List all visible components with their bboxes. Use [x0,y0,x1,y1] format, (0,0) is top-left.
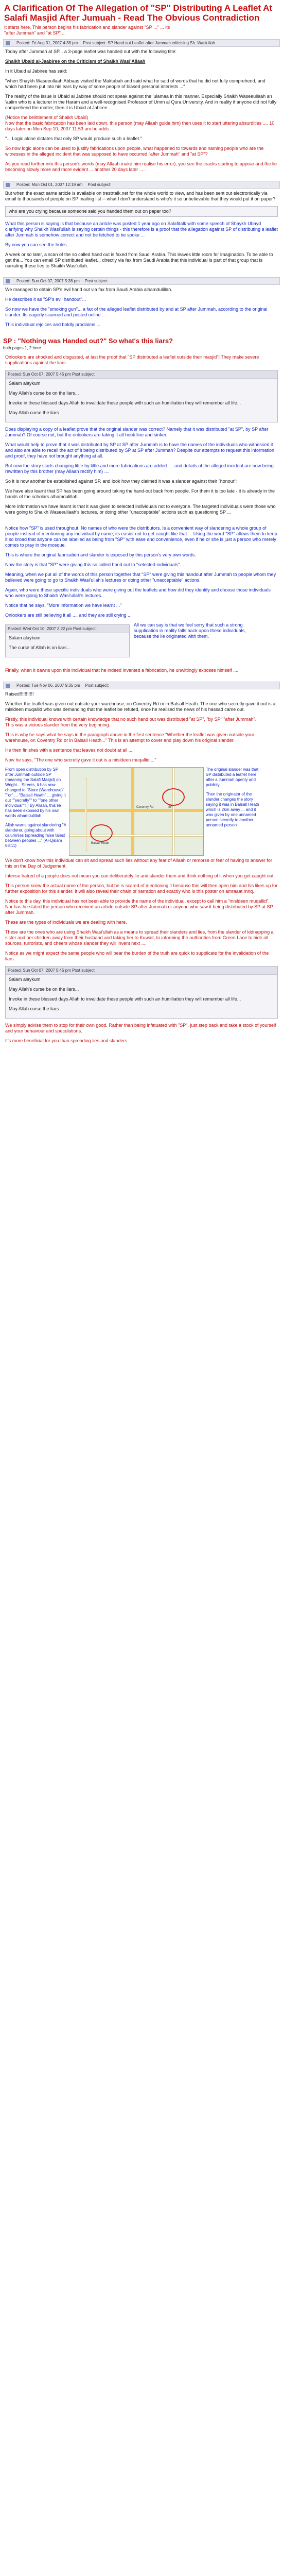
post-date: Posted: Sun Oct 07, 2007 5:38 pm [16,279,80,283]
quote-body [6,633,129,657]
annotation-blue: Does displaying a copy of a leaflet prove that the original slander was correct? Namely that it was distributed "at SP", by SP after Jummah? Of course not, but the onlookers are taking it all hook line and sinker. [5,427,269,437]
map-note: From open distribution by SP after Jummah outside SP (meaning the Salafi Masjid) on Wright... Streets, it has now changed to "Store (Warehouse)" ""or" ... "Balsall Heath" ... giving it out ""secretly"" to ""one other individual""!!! By Allaah, this lie has been exposed by his own words alhamdulillah. [5,767,66,818]
post-text: "when Shaykh Waseeullaah Abbaas visited the Maktabah and said what he said of words that he did not fully comprehend, and which had been put into his ears by way of some people of biased personal interests ..." [5,78,266,89]
annotation-red: Now he says, "The one who secretly gave it out is a misldeen muqallid...." [5,757,156,762]
quote-line: The curse of Allah is on liars... [9,645,71,650]
annotation-blue: Meaning, when we put all of the words of this person together that "SP" were giving this handout after Jummah to people whom they believed were going to go to Shaikh Wasi'ullah's lectures or doing other "unacceptable" actions. [5,572,276,583]
post-text: More information we have learnt is that it was given to selected individuals not to everyone. The targeted individuals were those who were going to Shaikh Waseeullaah's lectures, or doing other "unacceptable" actions such as questioning SP ... [5,504,276,515]
leaflet-title-link[interactable]: Shaikh Ubaid al-Jaabiree on the Criticism of Shaikh Wasi'Allaah [5,59,146,64]
post-body [3,523,280,664]
map-left-notes [5,767,67,856]
annotation-blue: By now you can see the holes ... [5,242,72,247]
annotation-red: These are the types of individuals we are dealing with here. [5,920,127,925]
quote-header: Posted: Sun Oct 07, 2007 5:45 pm Post subject: [6,370,277,379]
section-heading-block [3,337,280,350]
quote-box [5,624,130,657]
quote-greeting: Salam alaykum [9,381,41,386]
quote-line: May Allah's curse be on the liars... [9,391,79,396]
annotation-red: As you read further into this person's words (may Allaah make him realise his error), you see the cracks starting to appear and the lie becoming slowly more and more evident ... another 20 days later ..... [5,161,277,172]
annotation-blue: This individual rejoices and boldly proclaims ... [5,322,101,327]
post-body [3,689,280,1050]
post-subject: Post subject: [84,279,109,283]
annotation-blue: So now we have the "smoking gun"... a fax of the alleged leaflet distributed by and at SP after Jummah, according to the original slander. Its eagerly scanned and posted online ... [5,307,268,317]
quote-line: May Allah curse the liars [9,1006,59,1011]
annotation-red: So now logic alone can be used to justify fabrications upon people, what happened to towards and naming people who are the witnesses in the alleged incident that was supposed to have occurred "after Jummah" and "at SP"? [5,146,264,157]
annotation-red: We don't know how this individual can sit and spread such lies without any fear of Allaah or remorse or fear of having to answer for this on the Day of Judgement. [5,858,272,869]
post-header [3,39,280,47]
annotation-blue: But now the story starts changing little by little and more fabrications are added .... and details of the alleged incident are now being rewritten by this brother (may Allaah rectify him) .... [5,463,274,474]
quote-box [5,370,278,422]
post-body [3,352,280,521]
post-text: The reality of the issue is Ubaid al Jabiree should not speak against the 'ulamaa in this manner. Especially Shaikh Waseeullaah an 'aalim who is a lecturer in the Haram and a well-recognised Professor of Umm al Qura University. And in reality if anyone did not fully comprehend the matter, then it is Ubaid al Jabiree... [5,94,277,110]
post-text: "... Logic alone dictates that only SP would produce such a leaflet." [5,136,142,141]
annotation-red: Finally, when it dawns upon this individual that he indeed invented a fabrication, he unwittingly exposes himself .... [5,668,239,673]
annotation-red: He then finishes with a sentence that leaves not doubt at all .... [5,748,134,753]
post-header [3,181,280,189]
annotation-blue: What this person is saying is that because an article was posted 1 year ago on Salafitalk with some speech of Shaykh Ubayd clarifying why Shaikh Wasi'ullah is saying certain things - this therefore is a proof that the allegation against SP of distributing a leaflet after Jummah is somehow correct and not be fetched to be spoke ... [5,221,278,238]
annotation-red: Notice as we might expect the same people who will bear the burden of the truth are quick to supplicate for the invalidation of the liars. [5,951,269,961]
forum-post [3,181,280,275]
quote-header: Posted: Sun Oct 07, 2007 5:45 pm Post subject: [6,967,277,975]
post-body [3,285,280,334]
annotation-blue: Onlookers are still believing it all .... and they are still crying ... [5,613,132,618]
quote-line: Invoke in these blessed days Allah to invalidate these people with such an humiliation they will remember all life... [9,996,241,1002]
forum-post [3,277,280,334]
annotation-blue: This is where the original fabrication and slander is exposed by this person's very own words. [5,552,196,557]
annotation-blue: Notice how "SP" is used throughout. No names of who were the distributors. Is a convenient way of slandering a whole group of people instead of mentioning any individual by name; its easier not to get caught like that ... Using the word "SP" allows them to keep it so broad that anyone can be labelled as being from "SP" with ease and convenience, even if he or she is just a person who merely comes to pray in the mosque. [5,526,277,548]
post-text: In it Ubaid al Jabiree has said: [5,69,67,74]
side-annotation: All we can say is that we feel sorry that such a strong supplication in reality falls back upon these individuals, because the lie originated with them. [134,622,246,639]
annotation-red: (Notice the belittlement of Shaikh Ubaid) Now that the basic fabrication has been laid down, this person (may Allaah guide him) then uses it to start uttering absurdities .... 10 days later on Mon Sep 10, 2007 11:53 am he adds ... [5,115,275,131]
post-header [3,682,280,689]
post-body [3,666,280,680]
map-road [85,778,87,851]
post-icon [6,183,10,187]
annotation-red: Onlookers are shocked and disgusted, at last the proof that "SP distributed a leaflet outside their masjid"! They make severe supplications against the liars. [5,354,259,365]
quote-greeting: Salam alaykum [9,635,41,640]
post-text: A week or so later, a scan of the so called hand out is faxed from Saudi Arabia. This leaves little room for imagination. To be able to get the... You can email SP distributed leaflet... directly via fax from Saudi Arabia that this individual is part of that group that is narrating these lies to Shaikh Wasi'ullah. [5,252,273,268]
quote-greeting: Salam alaykum [9,977,41,982]
annotation-red: Firstly, this individual knows with certain knowledge that no such hand out was distributed "at SP", "by SP" "after Jummah". This was a vicious slander from the very beginning. [5,717,257,727]
quote-body [6,975,277,1018]
post-text: Today after Jummah at SP... a 3-page leaflet was handed out with the following title: [5,49,177,54]
section-heading: SP : "Nothing was Handed out?" So what's this liars? [3,337,173,345]
map-section [5,767,278,856]
quote-line: May Allah's curse be on the liars... [9,987,79,992]
commentary-block [3,666,280,680]
quote-header: Posted: Wed Oct 10, 2007 2:22 pm Post subject: [6,625,129,633]
commentary-block [3,523,280,664]
map-label: SP [168,806,173,809]
post-icon [6,684,10,688]
post-subject: Post subject: [87,182,112,187]
map-marker-circle [90,824,113,842]
quote-text: who are you crying because someone said you handed them out on paper too? [9,209,171,214]
post-text: But when the exact same article is available on trestrtalk.net for the whole world to view, and has been sent out electronically via email to thousands of people on SP mailing list -- what I don't understand is who's it so unbelievable that they would put it on paper? [5,191,276,201]
map-note: Allah warns against slandering "A slanderer, going about with calumnies (spreading false tales) between peoples ..." (Al-Qalam 68:11) [5,823,66,848]
title-block [0,0,283,38]
annotation-blue: Again, who were these specific individuals who were giving out the leaflets and how did they identify and choose those individuals who were going to Shaikh Wasi'ullah's lectures. [5,587,271,598]
post-date: Posted: Tue Nov 06, 2007 9:35 pm [16,683,80,688]
annotation-blue: He describes it as "SP's evil handout"... [5,297,86,302]
map-note: Then the originator of the slander changes the story saying it was in Balsall Heath which is 2km away ... and it was given by one unnamed person secretly to another unnamed person [206,792,259,827]
annotation-red: It's more beneficial for you than spreading lies and slanders. [5,1038,129,1043]
quote-box [5,206,278,217]
section-subheading[interactable]: both pages 1, 2 here [3,346,41,350]
annotation-red: This is why he says what he says in the paragraph above in the first sentence "Whether the leaflet was given outside your warehouse, on Coventry Rd or in Balsall Heath..." This is an attempt to cover and play down his original slander. [5,732,254,743]
commentary-block [3,352,280,521]
annotation-red: Intense hatred of a people does not mean you can deliberately lie and slander them and think nothing of it when you get caught out. [5,873,275,878]
post-body [3,47,280,179]
map-right-notes [206,767,262,856]
post-body [3,189,280,275]
map-road [69,835,204,837]
map-road [131,768,134,855]
small-quote-row [5,622,278,662]
quote-line: May Allah curse the liars [9,410,59,415]
map-label: Balsall Heath [91,842,110,845]
post-text: We have also learnt that SP has been going around taking the hand-out back from people. For them it is too late - it is already in the hands of the scholars alhamdulillah. [5,488,275,499]
post-text: We managed to obtain SP's evil hand out via fax from Saudi Arabia alhamdulillah. [5,287,172,292]
post-date: Posted: Mon Oct 01, 2007 12:19 am [16,182,83,187]
page-title: A Clarification Of The Allegation of "SP" Distributing A Leaflet At Salafi Masjid After Jumuah - Read The Obvious Contradiction [4,3,273,23]
forum-post [3,39,280,179]
post-subject: Post subject: SP Hand out Leaflet after Jummah criticising Sh. Wasiullah [83,41,215,45]
annotation-blue: Notice that he says, "More information we have learnt ..." [5,603,122,608]
post-icon [6,41,10,45]
map-road [172,768,174,856]
quote-body [6,379,277,422]
quote-box [5,966,278,1019]
map-label: Coventry Rd [136,806,154,809]
map-marker-circle [162,788,185,806]
post-icon [6,279,10,283]
annotation-blue: What would help to prove that it was distributed by SP at SP after Jummah is to have the names of the individuals who witnessed it and also are able to recall the act of it being distributed by SP at SP after Jummah? Despite our attempts to request this information and proof, they have not brought anything at all. [5,442,274,459]
post-text: Whether the leaflet was given out outside your warehouse, on Coventry Rd or in Balsall Heath. The one who secretly gave it out is a misldeen muqallid who was demanding that the leaflet be refuted, once he realised the news of his hassad came out. [5,701,276,712]
annotation-red: This person knew the actual name of the person, but he is scared of mentioning it because this will then open him and his likes up for further exposition for this slander. It will also reveal their chain of narration and exactly who is this poster on amraaat.mnq. [5,883,278,894]
annotation-blue: Now the story is that "SP" were giving this so called hand out to "selected individuals". [5,562,181,567]
map-image [69,767,204,856]
forum-post [3,682,280,1050]
annotation-red: Notice to this day, this individual has not been able to provide the name of the individual, except to call him a "misldeen muqallid". Nor has he stated the person who received an article outside SP after Jummah or anyone who saw it being distributed by SP at SP after Jummah. [5,899,273,915]
annotation-red: These are the ones who are using Shaikh Wasi'ullah as a means to spread their slanders and lies, from the slander of kidnapping a sister and her children away from their husband and taking her to Kuwait, to informing the authorities from Green Lane to hide all sources, turrorists, and cheers whose slander they will invent next .... [5,929,274,946]
post-date: Posted: Fri Aug 31, 2007 4:38 pm [16,41,78,45]
post-header [3,277,280,285]
quote-line: Invoke in these blessed days Allah to invalidate these people with such an humiliation they will remember all life... [9,400,241,405]
map-note: The original slander was that SP distributed a leaflet here after a Jummah openly and publicly [206,767,259,787]
annotation-red: We simply advise them to stop for their own good. Rather than being infatuated with "SP", just step back and take a stock of yourself and your behaviour and speculations. [5,1023,276,1033]
post-text: Raised!!!!!!!!!!! [5,691,34,697]
post-subject: Post subject: [85,683,109,688]
title-annotation: It starts here. This person begins his fabrication and slander against "SP ..." ... its "after Jummah" and "at SP" ... [4,25,170,36]
post-text: So it is now another be established against SP, and look how they claimed it was a slander against their "honour": [5,479,238,484]
